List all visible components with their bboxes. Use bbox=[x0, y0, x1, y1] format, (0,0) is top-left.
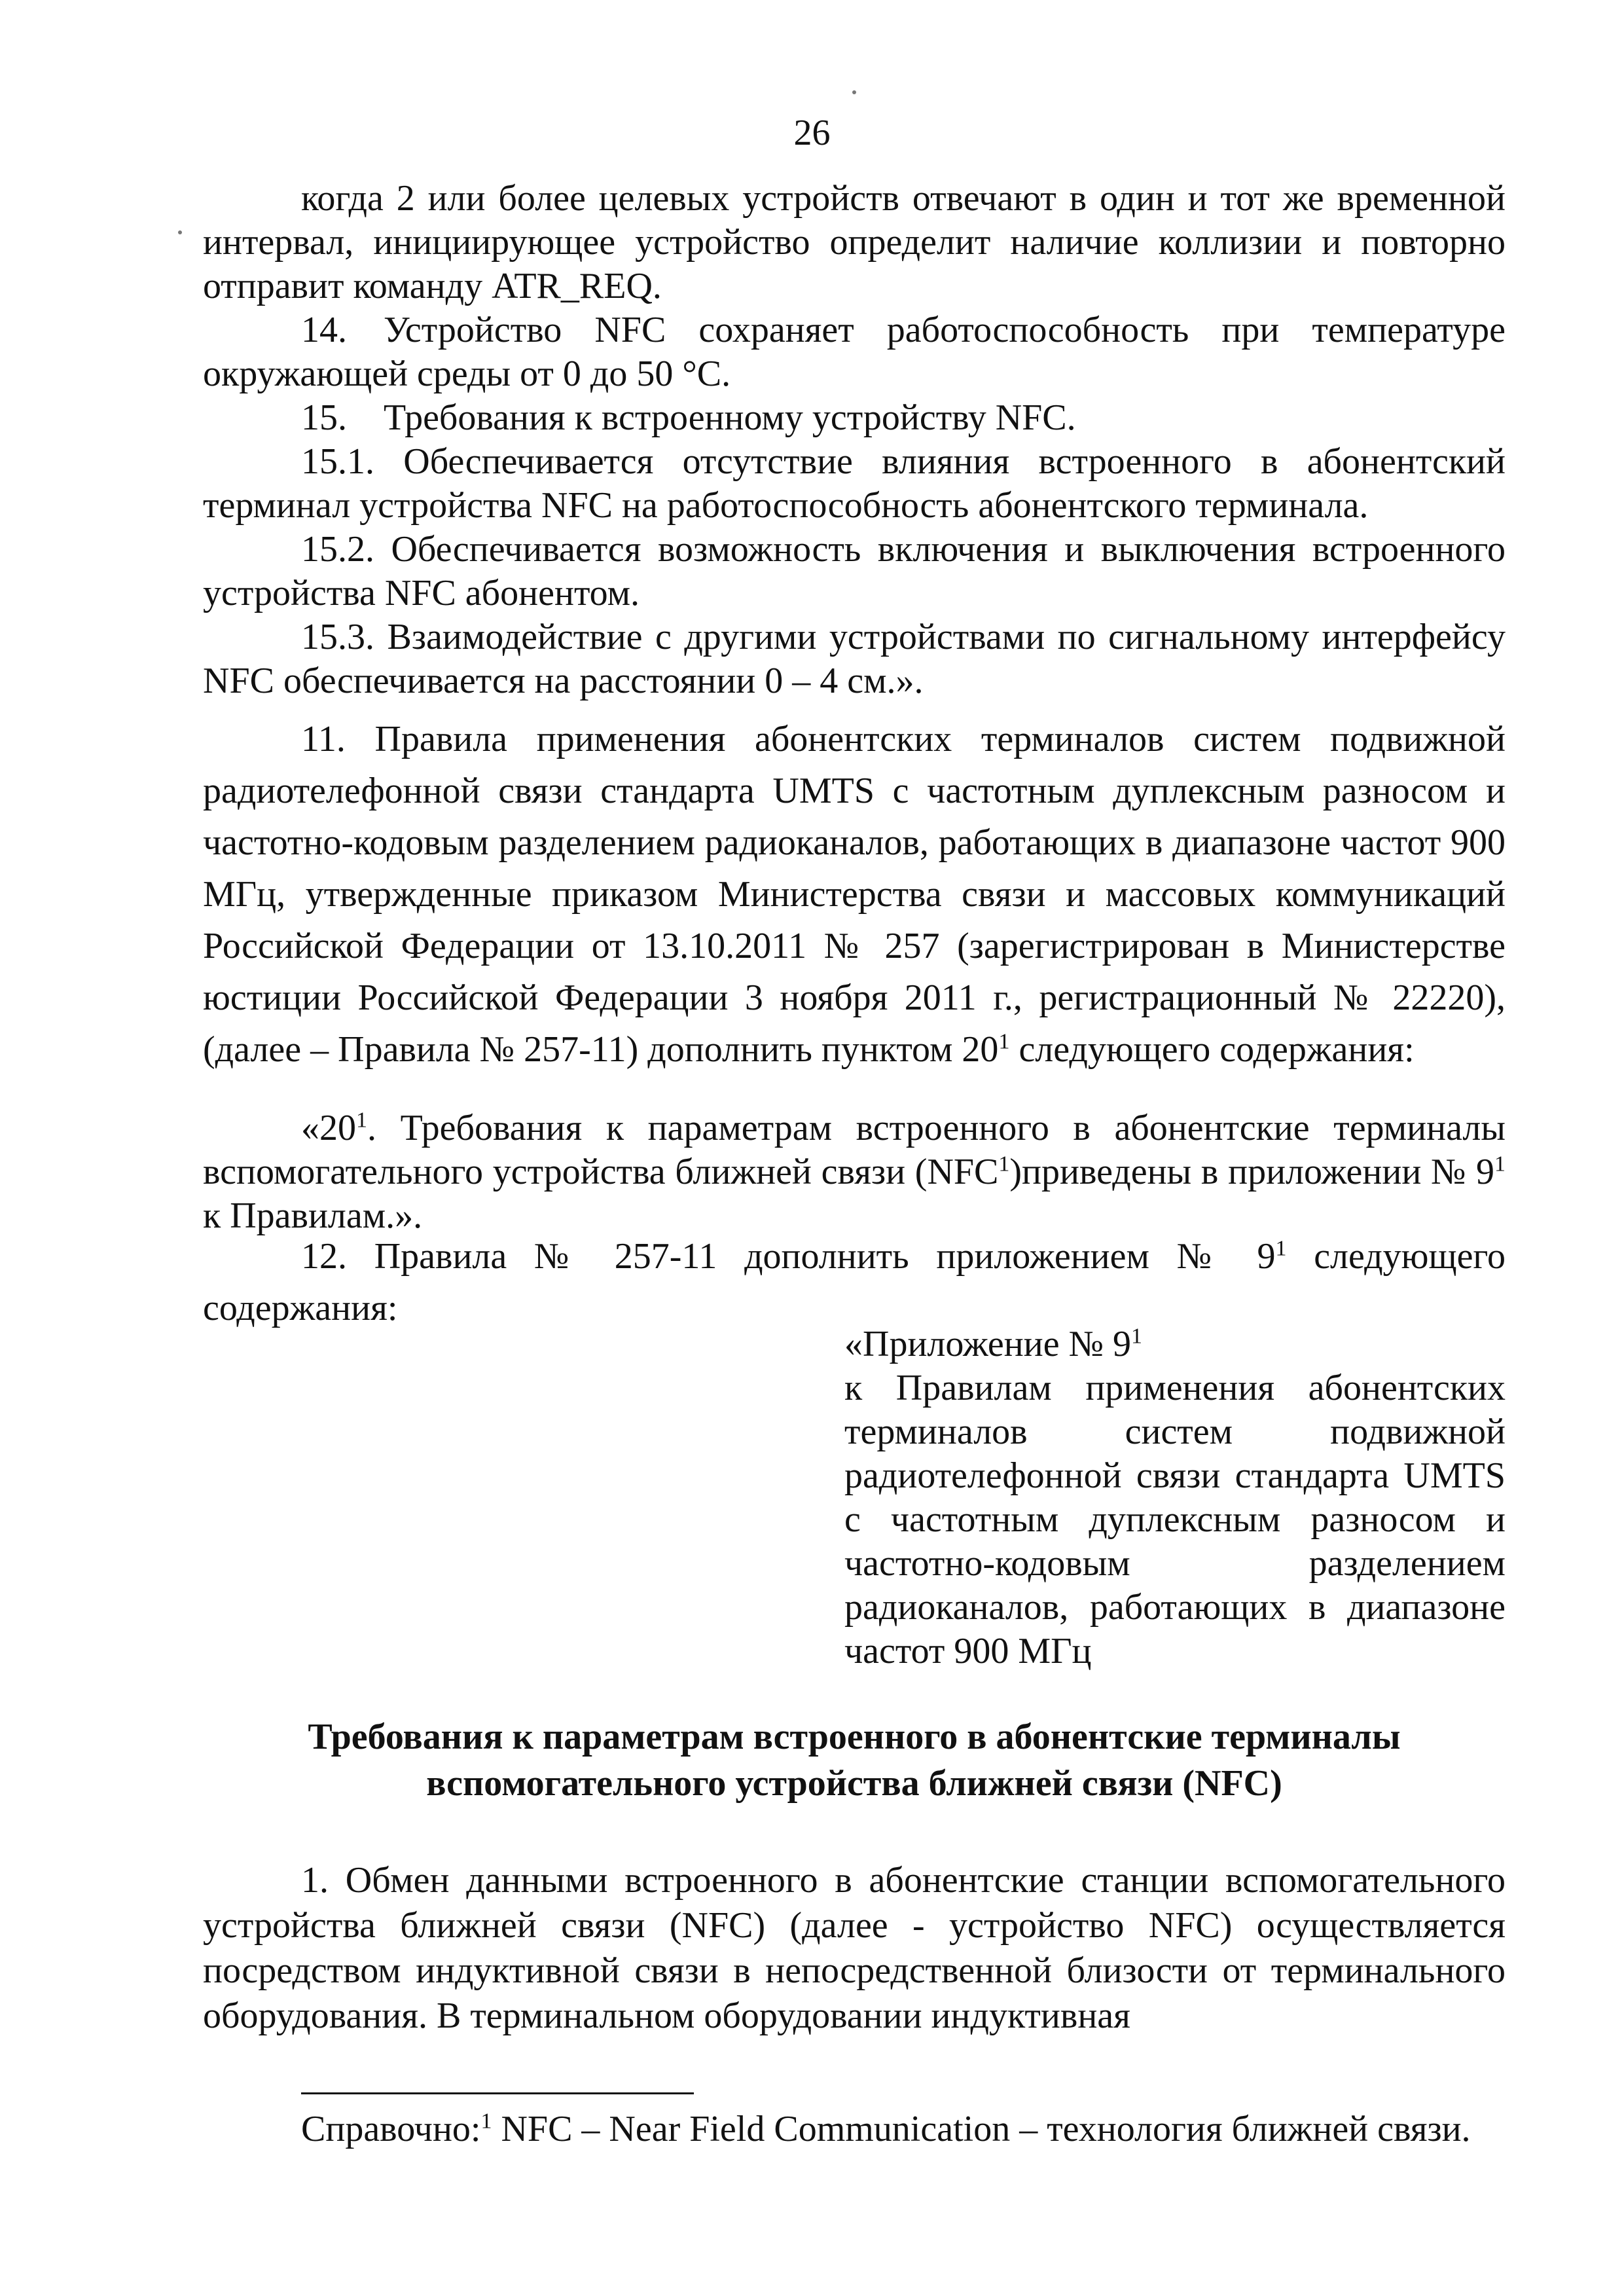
amendment-20-1 bbox=[203, 1106, 1506, 1238]
paragraph-12: 12. Правила № 257-11 дополнить приложением № $9^1$ следующего содержания: bbox=[203, 1236, 1506, 1328]
footnote-text: Справочно:$^1$ NFC – Near Field Communication – технология ближней связи. bbox=[301, 2109, 1471, 2149]
appendix-header bbox=[844, 1322, 1506, 1673]
paragraph-15: 15. Требования к встроенному устройству NFC. bbox=[301, 397, 1076, 438]
requirements-continuation bbox=[203, 177, 1506, 703]
paragraph-collision: когда 2 или более целевых устройств отвечают в один и тот же временной интервал, инициирующее устройство определит наличие коллизии и повторно отправит команду ATR_REQ. bbox=[203, 178, 1506, 306]
section-heading-line-2: вспомогательного устройства ближней связи (NFC) bbox=[426, 1763, 1282, 1804]
scan-speck bbox=[852, 90, 856, 94]
footnote bbox=[203, 2107, 1506, 2151]
appendix-title: «Приложение № $9^1$ bbox=[844, 1324, 1142, 1364]
paragraph-15-3: 15.3. Взаимодействие с другими устройствами по сигнальному интерфейсу NFC обеспечивается на расстоянии 0 – 4 см.». bbox=[203, 617, 1506, 701]
paragraph-1: 1. Обмен данными встроенного в абонентские станции вспомогательного устройства ближней связи (NFC) (далее - устройство NFC) осуществляется посредством индуктивной связи в непосредственной близости от терминального оборудования. В терминальном оборудовании индуктивная bbox=[203, 1860, 1506, 2036]
paragraph-14: 14. Устройство NFC сохраняет работоспособность при температуре окружающей среды от 0 до 50 °С. bbox=[203, 310, 1506, 394]
section-heading-line-1: Требования к параметрам встроенного в абонентские терминалы bbox=[308, 1717, 1401, 1757]
paragraph-15-2: 15.2. Обеспечивается возможность включения и выключения встроенного устройства NFC абонентом. bbox=[203, 529, 1506, 613]
paragraph-20-1: «$20^1$. Требования к параметрам встроенного в абонентские терминалы вспомогательного устройства ближней связи (NFC$^1$)приведены в приложении № $9^1$ к Правилам.». bbox=[203, 1108, 1506, 1236]
page-number: 26 bbox=[793, 113, 831, 153]
paragraph-15-1: 15.1. Обеспечивается отсутствие влияния встроенного в абонентский терминал устройства NFC на работоспособность абонентского терминала. bbox=[203, 441, 1506, 526]
amendment-11 bbox=[203, 714, 1506, 1076]
footnote-divider bbox=[301, 2092, 694, 2094]
amendment-12 bbox=[203, 1231, 1506, 1334]
paragraph-11: 11. Правила применения абонентских терминалов систем подвижной радиотелефонной связи стандарта UMTS с частотным дуплексным разносом и частотно-кодовым разделением радиоканалов, работающих в диапазоне частот 900 МГц, утвержденные приказом Министерства связи и массовых коммуникаций Российской Федерации от 13.10.2011 № 257 (зарегистрирован в Министерстве юстиции Российской Федерации 3 ноября 2011 г., регистрационный № 22220), (далее – Правила № 257-11) дополнить пунктом $20^1$ следующего содержания: bbox=[203, 719, 1506, 1070]
section-heading bbox=[203, 1714, 1506, 1807]
appendix-text: к Правилам применения абонентских терминалов систем подвижной радиотелефонной связи стандарта UMTS с частотным дуплексным разносом и частотно-кодовым разделением радиоканалов, работающих в диапазоне частот 900 МГц bbox=[844, 1368, 1506, 1671]
scan-speck bbox=[178, 230, 182, 234]
appendix-body bbox=[203, 1858, 1506, 2039]
